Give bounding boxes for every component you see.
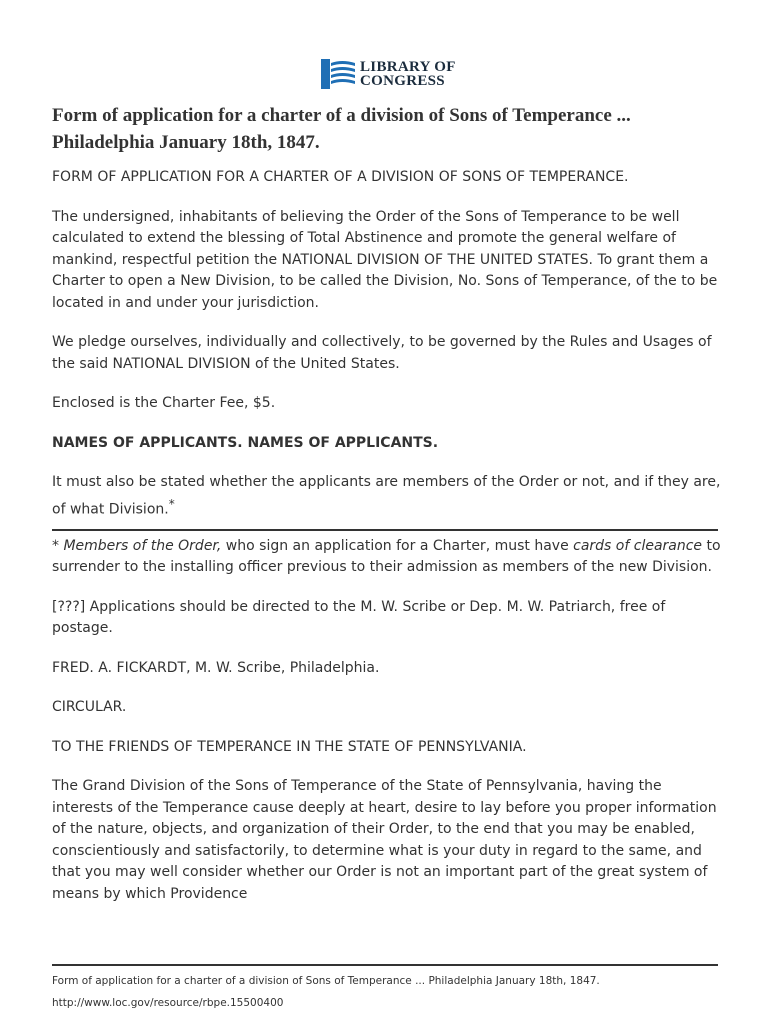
library-of-congress-book-icon (321, 59, 355, 89)
grand-division-paragraph: The Grand Division of the Sons of Temperance of the State of Pennsylvania, having the interests of the Temperance cause deeply at heart, desire to lay before you proper information of the nature, objects, and organization of their Order, to the end that you may be enabled, conscientiously and satisfactorily, to determine what is your duty in regard to the same, and that you may well consider whether our Order is not an important part of the great system of means by which Providence (52, 778, 717, 902)
footnote-star: * (52, 537, 64, 554)
charter-fee-paragraph: Enclosed is the Charter Fee, $5. (52, 395, 276, 411)
library-of-congress-logo[interactable] (321, 59, 456, 89)
document-body (52, 167, 722, 923)
footer-citation[interactable]: Form of application for a charter of a division of Sons of Temperance ... Philadelphia January 18th, 1847. http://www.loc.gov/resource/rbpe.15500400 (52, 975, 600, 1009)
membership-statement-paragraph (52, 472, 722, 521)
page-footer (52, 964, 718, 1014)
membership-statement-text: It must also be stated whether the applicants are members of the Order or not, and if they are, of what Division. (52, 474, 721, 518)
logo-line-1: LIBRARY OF (360, 59, 456, 75)
pledge-paragraph: We pledge ourselves, individually and collectively, to be governed by the Rules and Usages of the said NATIONAL DIVISION of the United States. (52, 334, 712, 372)
footnote-italic-clearance: cards of clearance (573, 537, 703, 554)
footnote-end-text: to surrender to the installing officer previous to their admission as members of the new Division. (52, 537, 721, 576)
document-title: Form of application for a charter of a division of Sons of Temperance ... Philadelphia January 18th, 1847. (52, 105, 631, 153)
form-heading: FORM OF APPLICATION FOR A CHARTER OF A DIVISION OF SONS OF TEMPERANCE. (52, 169, 629, 185)
footnote-italic-members: Members of the Order, (63, 537, 222, 554)
circular-heading: CIRCULAR. (52, 699, 127, 716)
footnote-marker[interactable]: * (168, 496, 175, 511)
logo-wordmark (360, 60, 456, 88)
footnote-divider (52, 529, 718, 531)
friends-heading: TO THE FRIENDS OF TEMPERANCE IN THE STATE OF PENNSYLVANIA. (52, 738, 527, 755)
footer-divider (52, 964, 718, 966)
petition-paragraph: The undersigned, inhabitants of believing the Order of the Sons of Temperance to be well calculated to extend the blessing of Total Abstinence and promote the general welfare of mankind, respectful petition the NATIONAL DIVISION OF THE UNITED STATES. To grant them a Charter to open a New Division, to be called the Division, No. Sons of Temperance, of the to be located in and under your jurisdiction. (52, 208, 718, 311)
names-of-applicants-heading: NAMES OF APPLICANTS. NAMES OF APPLICANTS. (52, 434, 439, 451)
signature-paragraph: FRED. A. FICKARDT, M. W. Scribe, Philadelphia. (52, 659, 380, 676)
footnote-middle-text: who sign an application for a Charter, must have (221, 537, 574, 554)
footnote-paragraph (52, 536, 722, 579)
applications-paragraph: [???] Applications should be directed to the M. W. Scribe or Dep. M. W. Patriarch, free of postage. (52, 598, 666, 637)
logo-line-2: CONGRESS (360, 73, 445, 89)
